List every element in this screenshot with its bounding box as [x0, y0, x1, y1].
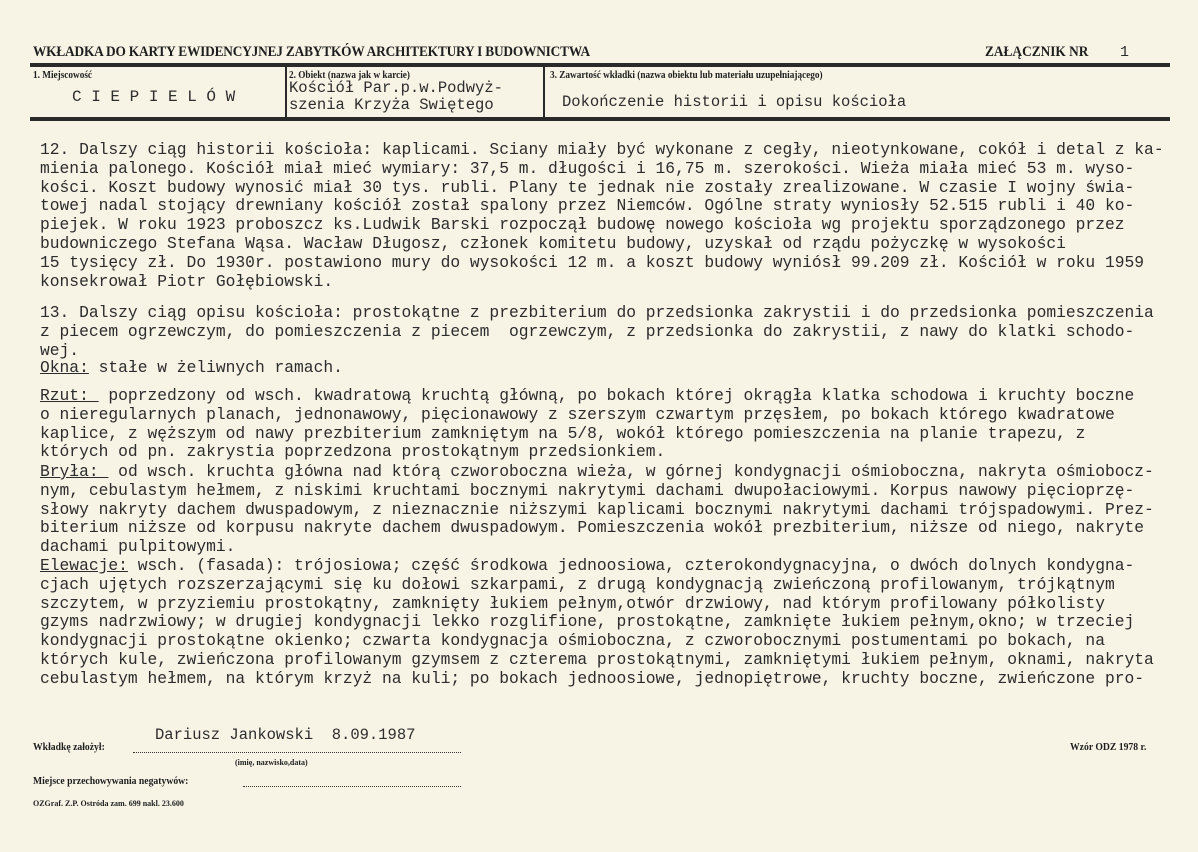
- plan-section: [40, 387, 1134, 462]
- fields-rule: [30, 117, 1170, 121]
- text-line: [40, 519, 1154, 538]
- locality-label: 1. Miejscowość: [33, 70, 93, 81]
- annex-label: ZAŁĄCZNIK NR: [985, 44, 1089, 60]
- text-line: [40, 235, 1164, 254]
- author-value: Dariusz Jankowski 8.09.1987: [155, 726, 416, 744]
- line-text: od wsch. kruchta główna nad którą czworoboczna wieża, w górnej kondygnacji ośmioboczna, nakryta ośmiobocz-: [108, 462, 1154, 481]
- description-section: [40, 304, 1154, 360]
- section-label: Elewacje:: [40, 556, 128, 575]
- storage-line: [243, 786, 461, 787]
- text-line: [40, 254, 1164, 273]
- text-line: [40, 443, 1134, 462]
- text-line: [40, 273, 1164, 292]
- storage-label: Miejsce przechowywania negatywów:: [33, 775, 189, 787]
- text-line: [40, 323, 1154, 342]
- line-text: stałe w żeliwnych ramach.: [88, 358, 343, 377]
- line-text: cjach ujętych rozszerzającymi się ku dołowi szkarpami, z drugą kondygnacją zwieńczoną profilowanym, trójkątnym: [40, 574, 1115, 594]
- line-text: biterium niższe od korpusu nakryte dachem dwuspadowym. Pomieszczenia wokół prezbiterium, niższe od niego, nakryte: [40, 518, 1145, 538]
- history-section: [40, 141, 1164, 291]
- object-label: 2. Obiekt (nazwa jak w karcie): [289, 70, 410, 81]
- text-line: [40, 463, 1154, 482]
- line-text: cebulastym hełmem, na którym krzyż na kuli; po bokach jednoosiowe, jednopiętrowe, kruchty boczne, zwieńczone pro-: [40, 668, 1145, 688]
- elevations-section: [40, 557, 1154, 689]
- windows-section: [40, 359, 343, 378]
- content-value: Dokończenie historii i opisu kościoła: [562, 93, 907, 111]
- line-text: 13. Dalszy ciąg opisu kościoła: prostokątne z prezbiterium do przedsionka zakrystii i do przedsionka pomieszczenia: [40, 303, 1154, 322]
- text-line: [40, 538, 1154, 557]
- line-text: szczytem, w przyziemiu prostokątny, zamknięty łukiem pełnym,otwór drzwiowy, nad którym profilowany półkolisty: [40, 593, 1105, 613]
- text-line: [40, 632, 1154, 651]
- text-line: [40, 425, 1134, 444]
- section-label: Okna:: [40, 358, 89, 377]
- object-value-line: szenia Krzyża Swiętego: [289, 96, 494, 114]
- column-divider: [543, 66, 545, 118]
- line-text: z piecem ogrzewczym, do pomieszczenia z piecem ogrzewczym, z przedsionka do zakrystii, z nawy do klatki schodo-: [40, 321, 1135, 341]
- annex-number: 1: [1120, 44, 1130, 61]
- line-text: budowniczego Stefana Wąsa. Wacław Długosz, członek komitetu budowy, uzyskał od rządu pożyczkę w wysokości: [40, 233, 1066, 253]
- line-text: mienia palonego. Kościół miał mieć wymiary: 37,5 m. długości i 16,75 m. szerokości. Wieża miała mieć 53 m. wyso-: [40, 158, 1135, 178]
- section-label: Rzut:: [40, 386, 99, 405]
- line-text: słowy nakryty dachem dwuspadowym, z nieznacznie niższymi kaplicami bocznymi nakrytymi dachami trójspadowymi. Prez-: [40, 499, 1154, 519]
- text-line: [40, 359, 343, 378]
- line-text: piejek. W roku 1923 proboszcz ks.Ludwik Barski rozpoczął budowę nowego kościoła wg projektu sporządzonego przez: [40, 215, 1125, 235]
- template-label: Wzór ODZ 1978 r.: [1070, 741, 1147, 753]
- line-text: dachami pulpitowymi.: [40, 537, 236, 557]
- line-text: towej nadal stojący drewniany kościół został spalony przez Niemców. Ogólne straty wyniosły 52.515 rubli i 40 ko-: [40, 196, 1135, 216]
- author-hint: (imię, nazwisko,data): [235, 758, 308, 767]
- content-label: 3. Zawartość wkładki (nazwa obiektu lub materiału uzupełniającego): [550, 70, 823, 81]
- text-line: [40, 197, 1164, 216]
- text-line: [40, 501, 1154, 520]
- text-line: [40, 482, 1154, 501]
- section-label: Bryła:: [40, 462, 109, 481]
- text-line: [40, 557, 1154, 576]
- line-text: konsekrował Piotr Gołębiowski.: [40, 271, 334, 291]
- line-text: o nieregularnych planach, jednonawowy, pięcionawowy z szerszym czwartym przęsłem, po bokach którego kwadratowe: [40, 404, 1115, 424]
- header-rule: [30, 63, 1170, 67]
- text-line: [40, 595, 1154, 614]
- text-line: [40, 387, 1134, 406]
- object-value: [289, 80, 503, 114]
- line-text: nym, cebulastym hełmem, z niskimi kruchtami bocznymi nakrytymi dachami dwupołaciowymi. Korpus nawowy pięcioprzę-: [40, 480, 1135, 500]
- line-text: 12. Dalszy ciąg historii kościoła: kaplicami. Sciany miały być wykonane z cegły, nieotynkowane, cokół i detal z ka-: [40, 140, 1164, 159]
- locality-value: C I E P I E L Ó W: [72, 88, 236, 106]
- text-line: [40, 651, 1154, 670]
- text-line: [40, 160, 1164, 179]
- line-text: kaplice, z węższym od nawy prezbiterium zamkniętym na 5/8, wokół którego pomieszczenia na planie trapezu, z: [40, 423, 1086, 443]
- text-line: [40, 576, 1154, 595]
- text-line: [40, 613, 1154, 632]
- text-line: [40, 216, 1164, 235]
- author-label: Wkładkę założył:: [33, 741, 105, 753]
- text-line: [40, 406, 1134, 425]
- object-value-line: Kościół Par.p.w.Podwyż-: [289, 79, 503, 97]
- text-line: [40, 141, 1164, 160]
- line-text: wsch. (fasada): trójosiowa; część środkowa jednoosiowa, czterokondygnacyjna, o dwóch dolnych kondygna-: [127, 556, 1135, 575]
- line-text: 15 tysięcy zł. Do 1930r. postawiono mury do wysokości 12 m. a koszt budowy wyniósł 99.209 zł. Kościół w roku 1959: [40, 252, 1145, 272]
- line-text: których kule, zwieńczona profilowanym gzymsem z czterema prostokątnymi, zamkniętymi łukiem pełnym, oknami, nakryta: [40, 649, 1154, 669]
- line-text: poprzedzony od wsch. kwadratową kruchtą główną, po bokach której okrągła klatka schodowa i kruchty boczne: [98, 386, 1135, 405]
- mass-section: [40, 463, 1154, 557]
- line-text: których od pn. zakrystia poprzedzona prostokątnym przedsionkiem.: [40, 442, 666, 462]
- column-divider: [285, 66, 287, 118]
- line-text: kości. Koszt budowy wynosić miał 30 tys. rubli. Plany te jednak nie zostały zrealizowane. W czasie I wojny świa-: [40, 177, 1135, 197]
- text-line: [40, 304, 1154, 323]
- printer-info: OZGraf. Z.P. Ostróda zam. 699 nakl. 23.600: [33, 799, 184, 808]
- text-line: [40, 179, 1164, 198]
- line-text: gzyms nadrzwiowy; w drugiej kondygnacji lekko rozglifione, prostokątne, zamknięte łukiem pełnym,okno; w trzeciej: [40, 612, 1135, 632]
- author-line: [133, 752, 461, 753]
- line-text: wej.: [40, 340, 80, 360]
- document-title: WKŁADKA DO KARTY EWIDENCYJNEJ ZABYTKÓW ARCHITEKTURY I BUDOWNICTWA: [33, 44, 590, 60]
- line-text: kondygnacji prostokątne okienko; czwarta kondygnacja ośmioboczna, z czworobocznymi postumentami po bokach, na: [40, 631, 1105, 651]
- text-line: [40, 670, 1154, 689]
